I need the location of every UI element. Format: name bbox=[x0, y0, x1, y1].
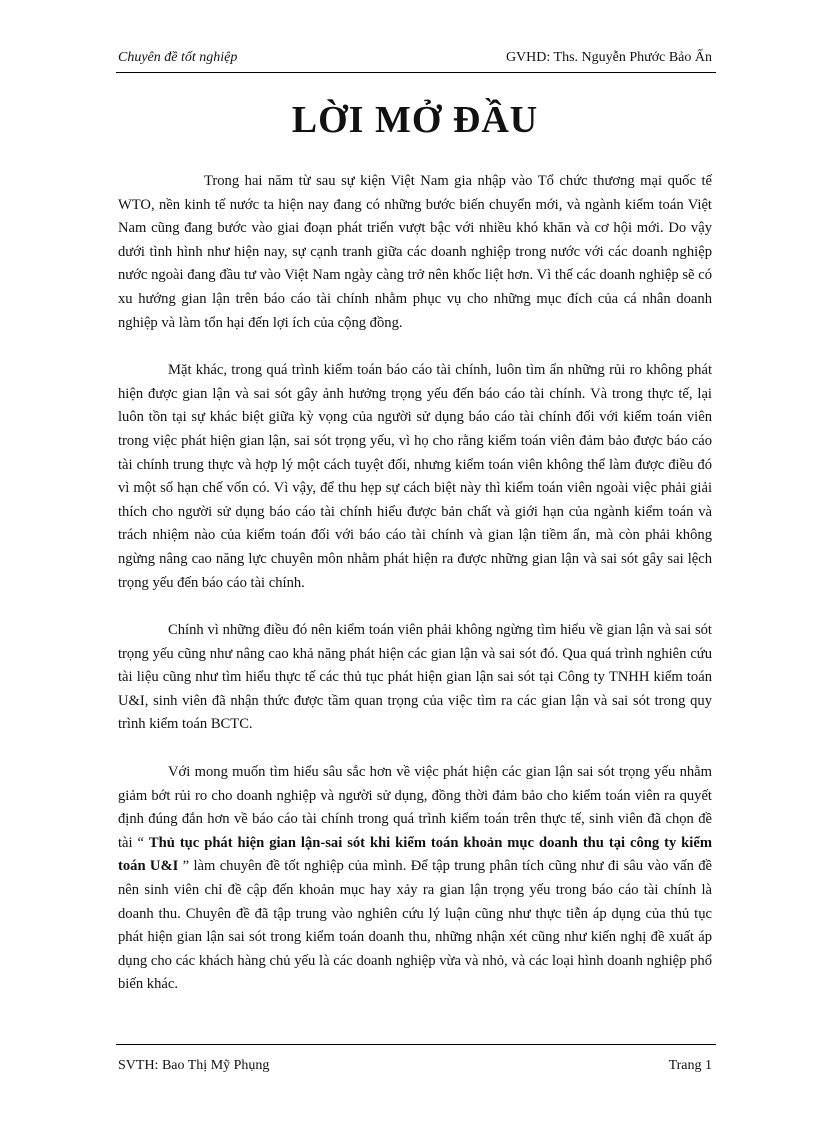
page-number: Trang 1 bbox=[668, 1058, 712, 1073]
header-divider bbox=[116, 72, 716, 73]
paragraph-4-rest: ” làm chuyên đề tốt nghiệp của mình. Để tập trung phân tích cũng như đi sâu vào vấn đề nên sinh viên chỉ đề cập đến khoản mục hay xảy ra gian lận trọng yếu trong báo cáo tài chính là doanh thu. Chuyên đề đã tập trung vào nghiên cứu lý luận cũng như thực tiễn áp dụng của thủ tục phát hiện gian lận sai sót trong kiểm toán doanh thu, những nhận xét cũng như kiến nghị đề xuất áp dụng cho các khách hàng chủ yếu là các doanh nghiệp vừa và nhỏ, và các loại hình doanh nghiệp phổ biến khác. bbox=[118, 858, 712, 993]
thesis-topic: Thủ tục phát hiện gian lận-sai sót khi kiểm toán khoản mục doanh thu tại công ty kiểm toán U&I bbox=[118, 834, 712, 875]
document-body bbox=[118, 170, 712, 1021]
header-doc-type: Chuyên đề tốt nghiệp bbox=[118, 50, 238, 65]
paragraph-3: Chính vì những điều đó nên kiểm toán viên phải không ngừng tìm hiểu về gian lận và sai sót trọng yếu cũng như nâng cao khả năng phát hiện các gian lận và sai sót đó. Qua quá trình nghiên cứu tài liệu cũng như tìm hiểu thực tế các thủ tục phát hiện gian lận sai sót tại Công ty TNHH kiểm toán U&I, sinh viên đã nhận thức được tầm quan trọng của việc tìm ra các gian lận và sai sót trong quy trình kiểm toán BCTC. bbox=[118, 622, 712, 733]
page-title: LỜI MỞ ĐẦU bbox=[291, 99, 539, 141]
paragraph-1: Trong hai năm từ sau sự kiện Việt Nam gia nhập vào Tổ chức thương mại quốc tế WTO, nền kinh tế nước ta hiện nay đang có những bước biến chuyển mới, và ngành kiểm toán Việt Nam cũng đang bước vào giai đoạn phát triển vượt bậc với nhiều khó khăn và cơ hội mới. Do vậy dưới tình hình như hiện nay, sự cạnh tranh giữa các doanh nghiệp trong nước với các doanh nghiệp nước ngoài đang đầu tư vào Việt Nam ngày càng trở nên khốc liệt hơn. Vì thế các doanh nghiệp sẽ có xu hướng gian lận trên báo cáo tài chính nhằm phục vụ cho những mục đích của cá nhân doanh nghiệp và làm tổn hại đến lợi ích của cộng đồng. bbox=[118, 173, 712, 331]
footer-divider bbox=[116, 1044, 716, 1045]
paragraph-2: Mặt khác, trong quá trình kiểm toán báo cáo tài chính, luôn tìm ẩn những rủi ro không phát hiện được gian lận và sai sót gây ảnh hưởng trọng yếu đến báo cáo tài chính. Và trong thực tế, lại luôn tồn tại sự khác biệt giữa kỳ vọng của người sử dụng báo cáo tài chính đối với kiểm toán viên trong việc phát hiện gian lận, sai sót trọng yếu, vì họ cho rằng kiểm toán viên đảm bảo được báo cáo tài chính trung thực và hợp lý một cách tuyệt đối, nhưng kiểm toán viên không thể làm được điều đó vì một số hạn chế vốn có. Vì vậy, để thu hẹp sự cách biệt này thì kiểm toán viên ngoài việc phải giải thích cho người sử dụng báo cáo tài chính hiểu được bản chất và giới hạn của ngành kiểm toán và trách nhiệm nào của kiểm toán đối với báo cáo tài chính và gian lận tiềm ẩn, mà còn phải không ngừng nâng cao năng lực chuyên môn nhằm phát hiện ra được những gian lận và sai sót gây sai lệch trọng yếu đến báo cáo tài chính. bbox=[118, 362, 712, 591]
header-supervisor: GVHD: Ths. Nguyễn Phước Bảo Ấn bbox=[505, 50, 712, 65]
page-header bbox=[118, 50, 712, 70]
footer-student: SVTH: Bao Thị Mỹ Phụng bbox=[118, 1058, 270, 1073]
paragraph-4-intro: Với mong muốn tìm hiểu sâu sắc hơn về việc phát hiện các gian lận sai sót trọng yếu nhằm giảm bớt rủi ro cho doanh nghiệp và người sử dụng, đồng thời đảm bảo cho kiểm toán viên ra quyết định đúng đắn hơn về báo cáo tài chính trong quá trình kiểm toán trên thực tế, sinh viên đã chọn đề tài “ bbox=[118, 764, 712, 851]
paragraph-4 bbox=[118, 761, 712, 997]
